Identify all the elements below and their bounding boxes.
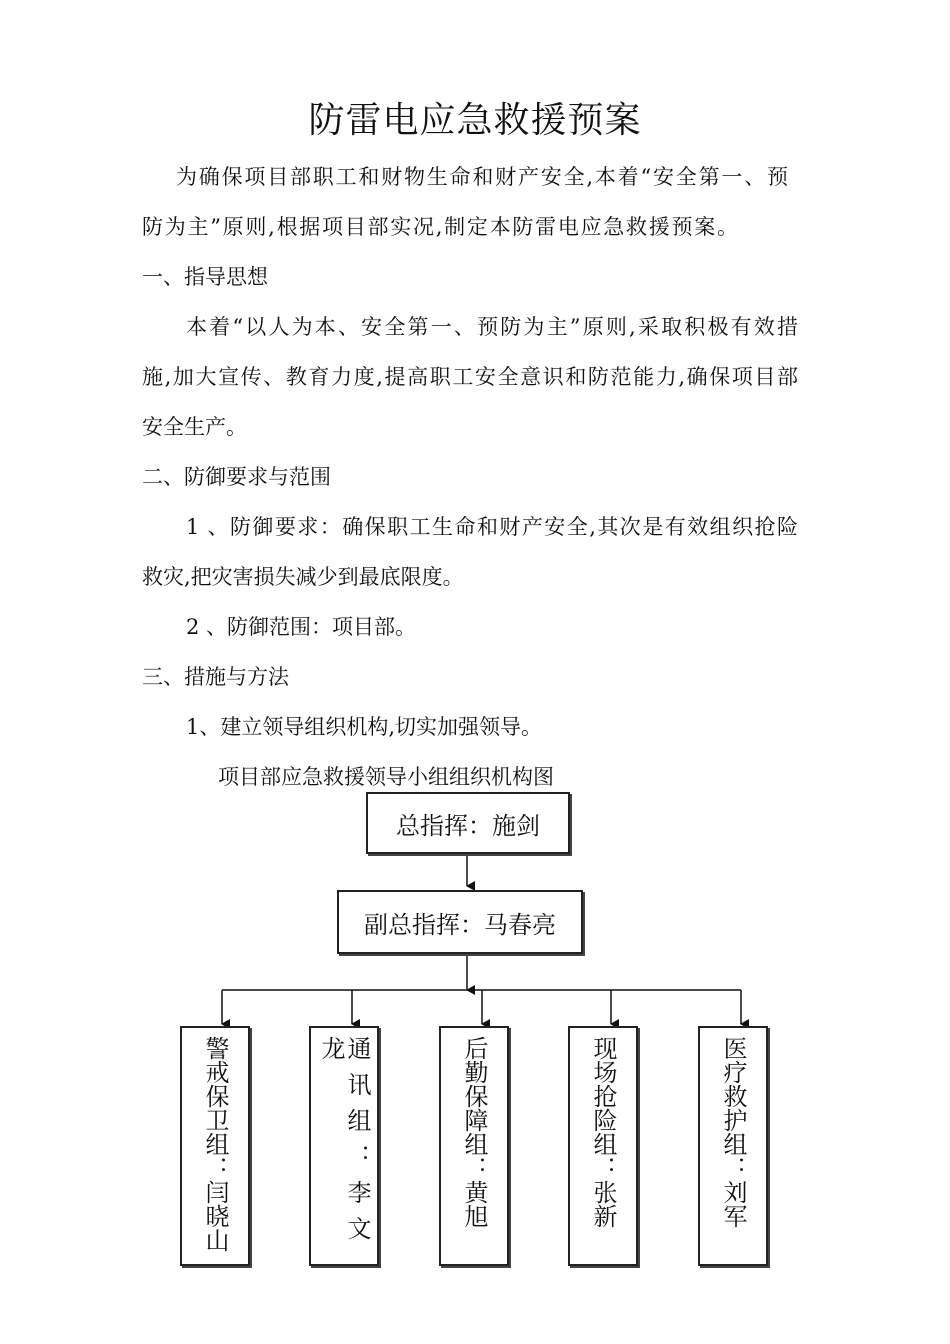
org-group-label: 警戒保卫组：闫晓山: [201, 1036, 229, 1252]
paragraph-line: 安全生产。: [142, 415, 247, 439]
org-box-group: [180, 1026, 250, 1266]
org-box-commander: [366, 792, 570, 854]
section-heading: 一、指导思想: [142, 265, 268, 289]
document-title: 防雷电应急救援预案: [308, 100, 642, 141]
section-heading: 二、防御要求与范围: [142, 465, 331, 489]
paragraph-line: 2 、防御范围：项目部。: [186, 615, 417, 639]
org-box-group: [309, 1026, 379, 1266]
org-box-commander-label: 总指挥：施剑: [396, 811, 540, 840]
paragraph-line: 1 、防御要求：确保职工生命和财产安全,其次是有效组织抢险: [186, 515, 798, 539]
paragraph-line: 救灾,把灾害损失减少到最底限度。: [142, 565, 464, 589]
org-group-label: 医疗救护组：刘军: [719, 1036, 747, 1228]
paragraph-line: 施,加大宣传、教育力度,提高职工安全意识和防范能力,确保项目部: [142, 365, 798, 389]
org-group-label: 现场抢险组：张新: [589, 1036, 617, 1228]
org-box-group: [568, 1026, 638, 1266]
org-box-deputy-commander-label: 副总指挥：马春亮: [364, 910, 556, 939]
org-group-label: 后勤保障组：黄旭: [460, 1036, 488, 1228]
paragraph-line: 本着“以人为本、安全第一、预防为主”原则,采取积极有效措: [186, 315, 798, 339]
paragraph-line: 1、建立领导组织机构,切实加强领导。: [186, 715, 543, 739]
org-box-group: [439, 1026, 509, 1266]
paragraph-line: 为确保项目部职工和财物生命和财产安全,本着“安全第一、预: [176, 165, 788, 189]
section-heading: 三、措施与方法: [142, 665, 289, 689]
org-group-label: 通讯组：李文龙: [317, 1036, 371, 1252]
org-box-group: [698, 1026, 768, 1266]
org-box-deputy-commander: [337, 890, 583, 954]
org-chart-caption: 项目部应急救援领导小组组织机构图: [218, 765, 554, 789]
paragraph-line: 防为主”原则,根据项目部实况,制定本防雷电应急救援预案。: [142, 215, 738, 239]
